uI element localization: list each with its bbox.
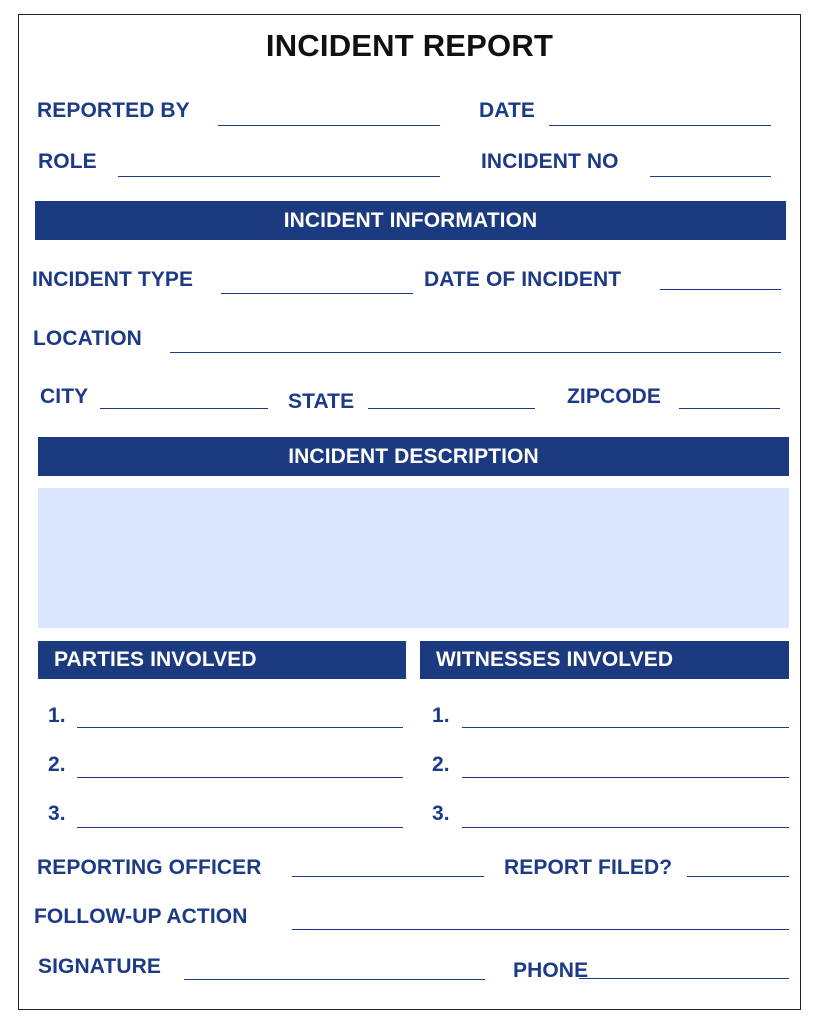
date-of-incident-field[interactable] bbox=[660, 289, 781, 290]
party-number: 1. bbox=[48, 704, 66, 727]
location-label: LOCATION bbox=[33, 327, 142, 350]
party-2-field[interactable] bbox=[77, 777, 403, 778]
report-filed-label: REPORT FILED? bbox=[504, 856, 673, 879]
incident-description-heading: INCIDENT DESCRIPTION bbox=[38, 437, 789, 476]
follow-up-action-field[interactable] bbox=[292, 929, 789, 930]
party-number: 3. bbox=[48, 802, 66, 825]
zipcode-field[interactable] bbox=[679, 408, 780, 409]
parties-involved-heading: PARTIES INVOLVED bbox=[38, 641, 406, 679]
witness-number: 2. bbox=[432, 753, 450, 776]
date-label: DATE bbox=[479, 99, 536, 122]
incident-type-field[interactable] bbox=[221, 293, 413, 294]
phone-label: PHONE bbox=[513, 959, 589, 982]
incident-type-label: INCIDENT TYPE bbox=[32, 268, 194, 291]
incident-no-field[interactable] bbox=[650, 176, 771, 177]
city-label: CITY bbox=[40, 385, 89, 408]
witness-number: 3. bbox=[432, 802, 450, 825]
party-1-field[interactable] bbox=[77, 727, 403, 728]
incident-information-heading: INCIDENT INFORMATION bbox=[35, 201, 786, 240]
reporting-officer-field[interactable] bbox=[292, 876, 484, 877]
witness-number: 1. bbox=[432, 704, 450, 727]
signature-label: SIGNATURE bbox=[38, 955, 162, 978]
party-number: 2. bbox=[48, 753, 66, 776]
role-field[interactable] bbox=[118, 176, 440, 177]
report-filed-field[interactable] bbox=[687, 876, 789, 877]
form-title: INCIDENT REPORT bbox=[265, 28, 554, 63]
witness-3-field[interactable] bbox=[462, 827, 789, 828]
follow-up-action-label: FOLLOW-UP ACTION bbox=[34, 905, 248, 928]
incident-description-field[interactable] bbox=[38, 488, 789, 628]
role-label: ROLE bbox=[38, 150, 97, 173]
witnesses-involved-heading: WITNESSES INVOLVED bbox=[420, 641, 789, 679]
state-label: STATE bbox=[288, 390, 355, 413]
date-field[interactable] bbox=[549, 125, 771, 126]
signature-field[interactable] bbox=[184, 979, 485, 980]
phone-field[interactable] bbox=[579, 978, 789, 979]
witness-2-field[interactable] bbox=[462, 777, 789, 778]
city-field[interactable] bbox=[100, 408, 268, 409]
state-field[interactable] bbox=[368, 408, 535, 409]
reported-by-field[interactable] bbox=[218, 125, 440, 126]
location-field[interactable] bbox=[170, 352, 781, 353]
party-3-field[interactable] bbox=[77, 827, 403, 828]
witness-1-field[interactable] bbox=[462, 727, 789, 728]
incident-no-label: INCIDENT NO bbox=[481, 150, 619, 173]
zipcode-label: ZIPCODE bbox=[567, 385, 662, 408]
reporting-officer-label: REPORTING OFFICER bbox=[37, 856, 262, 879]
reported-by-label: REPORTED BY bbox=[37, 99, 190, 122]
date-of-incident-label: DATE OF INCIDENT bbox=[424, 268, 622, 291]
